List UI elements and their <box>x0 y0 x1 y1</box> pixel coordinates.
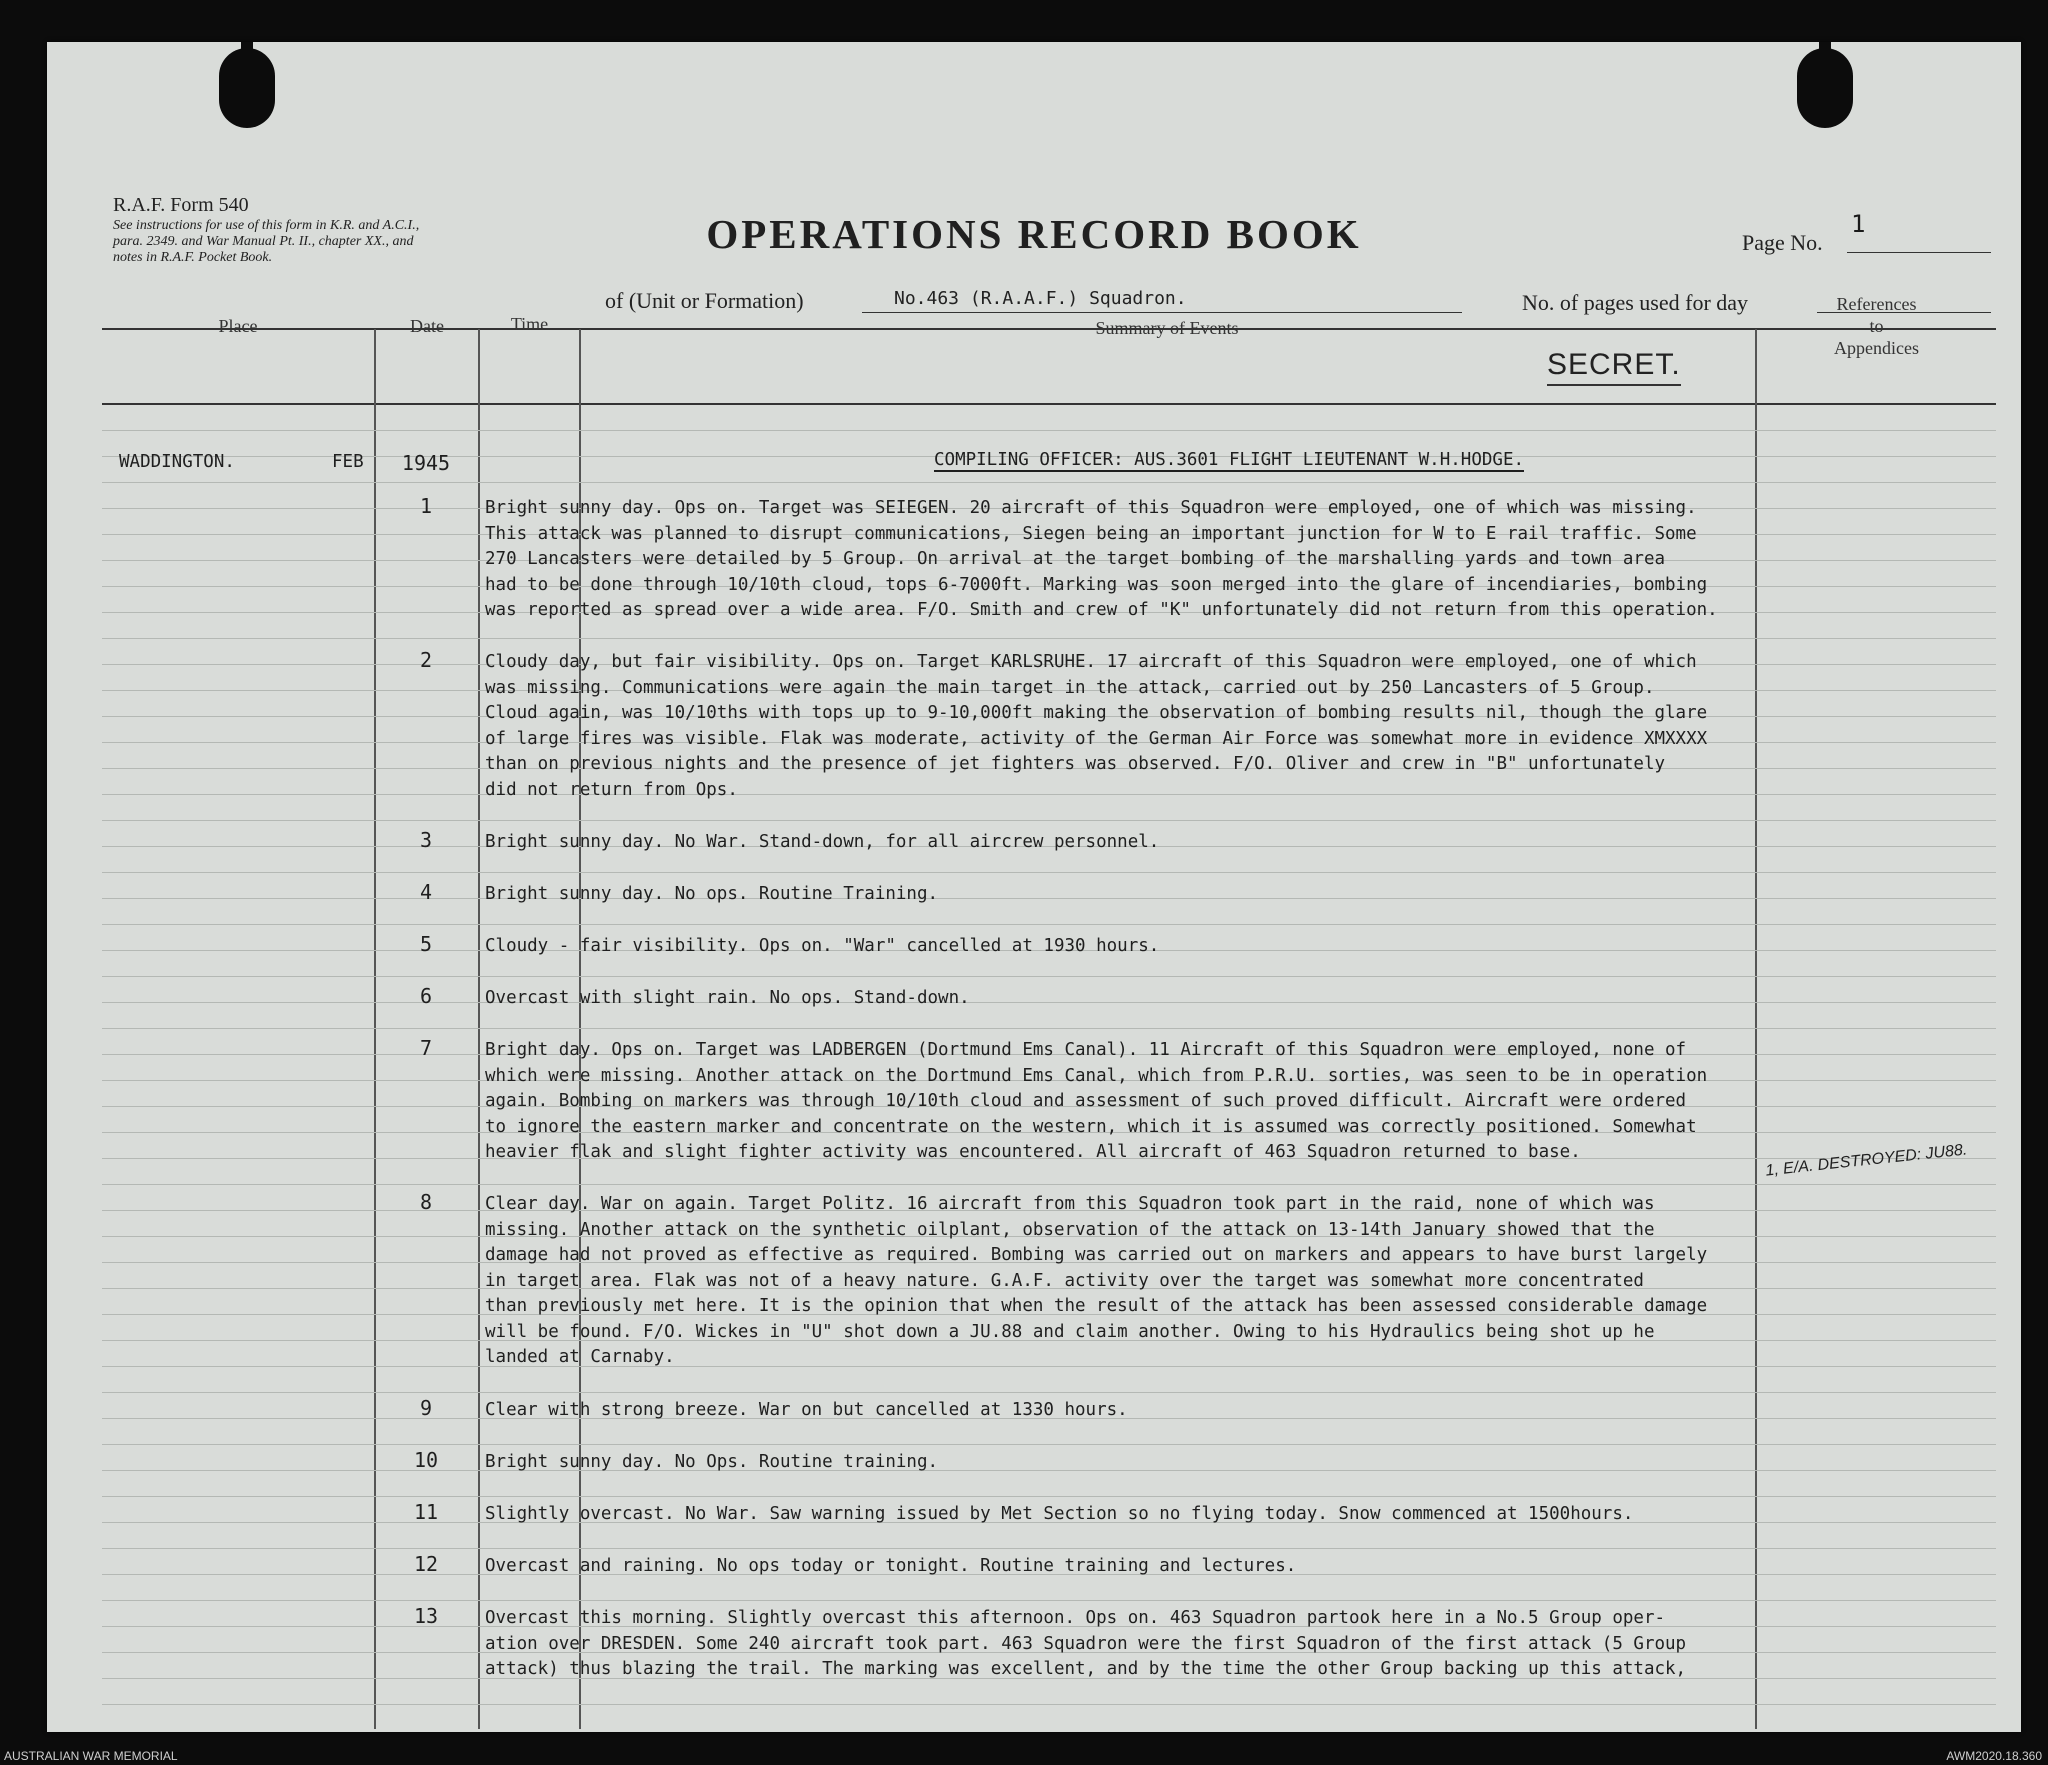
entry-summary-line: This attack was planned to disrupt communications, Siegen being an important junction for W to E rail traffic. Some <box>485 523 1697 544</box>
punch-hole-left <box>219 48 275 128</box>
column-divider-date <box>478 329 480 1729</box>
header-bottom-rule <box>102 403 1996 405</box>
entry-summary-line: Overcast and raining. No ops today or tonight. Routine training and lectures. <box>485 1556 1297 1576</box>
entry-summary-line: in target area. Flak was not of a heavy nature. G.A.F. activity over the target was somewhat more concentrated <box>485 1270 1644 1291</box>
ruled-line <box>102 430 1996 431</box>
entry-date: 5 <box>419 932 433 956</box>
header-references-1: References <box>1836 294 1917 314</box>
entry-summary-line: than previously met here. It is the opinion that when the result of the attack has been assessed considerable damage <box>485 1296 1708 1316</box>
entry-summary-line: which were missing. Another attack on the Dortmund Ems Canal, which from P.R.U. sorties, was seen to be in operation <box>485 1065 1708 1086</box>
entry-summary-line: to ignore the eastern marker and concentrate on the western, which it is assumed was correctly positioned. Somewhat <box>485 1116 1697 1137</box>
header-references-2: to <box>1869 316 1884 336</box>
footer-right: AWM2020.18.360 <box>1946 1749 2042 1763</box>
entry-summary-line: landed at Carnaby. <box>485 1347 675 1367</box>
form-instructions: See instructions for use of this form in K.R. and A.C.I., para. 2349. and War Manual Pt. II., chapter XX., and notes in R.A.F. Pocket Book. <box>113 218 420 265</box>
year-value: 1945 <box>401 451 451 475</box>
unit-value: No.463 (R.A.A.F.) Squadron. <box>894 288 1187 309</box>
entry-summary-line: Clear with strong breeze. War on but cancelled at 1330 hours. <box>485 1400 1128 1420</box>
place-value: WADDINGTON. <box>119 452 235 472</box>
entry-summary-line: was missing. Communications were again the main target in the attack, carried out by 250 Lancasters of 5 Group. <box>485 677 1655 698</box>
entry-date: 10 <box>413 1448 439 1472</box>
page-title: OPERATIONS RECORD BOOK <box>706 211 1362 257</box>
ruled-line <box>102 976 1996 977</box>
entry-date: 13 <box>413 1604 439 1628</box>
entry-summary-line: will be found. F/O. Wickes in "U" shot down a JU.88 and claim another. Owing to his Hydraulics being shot up he <box>485 1321 1655 1342</box>
pages-used-label: No. of pages used for day <box>1522 290 1749 315</box>
entry-summary-line: Bright sunny day. No Ops. Routine training. <box>485 1452 939 1472</box>
page-number-label: Page No. <box>1742 230 1823 255</box>
handwritten-annotation: 1, E/A. DESTROYED: JU88. <box>1764 1141 1969 1180</box>
entry-summary-line: Bright sunny day. No ops. Routine Training. <box>485 884 939 904</box>
unit-line <box>862 312 1462 313</box>
entry-date: 9 <box>419 1396 433 1420</box>
entry-summary-line: was reported as spread over a wide area. F/O. Smith and crew of "K" unfortunately did not return from this operation. <box>485 600 1718 620</box>
entry-summary-line: ation over DRESDEN. Some 240 aircraft took part. 463 Squadron were the first Squadron of the first attack (5 Group <box>485 1633 1687 1654</box>
ruled-line <box>102 1366 1996 1367</box>
page-number-line <box>1847 252 1991 253</box>
ruled-line <box>102 638 1996 639</box>
entry-summary-line: again. Bombing on markers was through 10/10th cloud and assessment of such proved difficult. Aircraft were ordered <box>485 1091 1687 1111</box>
entry-summary-line: missing. Another attack on the synthetic oilplant, observation of the attack on 13-14th January showed that the <box>485 1219 1655 1240</box>
entry-date: 8 <box>419 1190 433 1214</box>
entry-summary-line: attack) thus blazing the trail. The marking was excellent, and by the time the other Group backing up this attack, <box>485 1659 1687 1679</box>
record-sheet <box>47 42 2021 1732</box>
ruled-line <box>102 872 1996 873</box>
ruled-line <box>102 1704 1996 1705</box>
entry-summary-line: of large fires was visible. Flak was moderate, activity of the German Air Force was somewhat more in evidence XMXXXX <box>485 728 1708 749</box>
entry-summary-line: heavier flak and slight fighter activity was encountered. All aircraft of 463 Squadron returned to base. <box>485 1142 1581 1162</box>
entry-summary-line: Cloud again, was 10/10ths with tops up to 9-10,000ft making the observation of bombing results nil, though the glare <box>485 703 1708 723</box>
ruled-line <box>102 1028 1996 1029</box>
ruled-line <box>102 1444 1996 1445</box>
unit-label: of (Unit or Formation) <box>605 288 804 313</box>
entry-date: 2 <box>419 648 433 672</box>
entry-summary-line: did not return from Ops. <box>485 779 738 800</box>
punch-hole-right <box>1797 48 1853 128</box>
ruled-line <box>102 1184 1996 1185</box>
ruled-line <box>102 794 1996 795</box>
header-time: Time <box>510 314 549 334</box>
ruled-line <box>102 1392 1996 1393</box>
entry-summary-line: Slightly overcast. No War. Saw warning issued by Met Section so no flying today. Snow commenced at 1500hours. <box>485 1504 1634 1524</box>
entry-date: 1 <box>419 494 433 518</box>
ruled-line <box>102 820 1996 821</box>
compiling-officer: COMPILING OFFICER: AUS.3601 FLIGHT LIEUTENANT W.H.HODGE. <box>934 450 1525 470</box>
entry-summary-line: Clear day. War on again. Target Politz. 16 aircraft from this Squadron took part in the raid, none of which was <box>485 1194 1655 1214</box>
entry-summary-line: Bright day. Ops on. Target was LADBERGEN (Dortmund Ems Canal). 11 Aircraft of this Squadron were employed, none of <box>485 1040 1687 1060</box>
entry-summary-line: damage had not proved as effective as required. Bombing was carried out on markers and appears to have burst largely <box>485 1245 1708 1265</box>
entry-date: 7 <box>419 1036 433 1060</box>
entry-date: 3 <box>419 828 433 852</box>
ruled-line <box>102 924 1996 925</box>
ruled-line <box>102 1548 1996 1549</box>
footer-left: AUSTRALIAN WAR MEMORIAL <box>4 1749 178 1763</box>
header-summary: Summary of Events <box>1095 318 1239 338</box>
entry-summary-line: Bright sunny day. Ops on. Target was SEIEGEN. 20 aircraft of this Squadron were employed, one of which was missing. <box>485 498 1697 518</box>
entry-summary-line: had to be done through 10/10th cloud, tops 6-7000ft. Marking was soon merged into the glare of incendiaries, bombing <box>485 574 1708 595</box>
column-divider-summary <box>1755 329 1757 1729</box>
entry-summary-line: Cloudy - fair visibility. Ops on. "War" cancelled at 1930 hours. <box>485 936 1160 956</box>
ruled-line <box>102 1496 1996 1497</box>
entry-date: 11 <box>413 1500 439 1524</box>
ruled-line <box>102 482 1996 483</box>
header-date: Date <box>410 316 444 336</box>
header-references-3: Appendices <box>1834 338 1919 358</box>
entry-summary-line: Cloudy day, but fair visibility. Ops on. Target KARLSRUHE. 17 aircraft of this Squadron were employed, one of which <box>485 652 1697 672</box>
form-number: R.A.F. Form 540 <box>113 194 249 216</box>
entry-date: 6 <box>419 984 433 1008</box>
page-number-value: 1 <box>1851 210 1866 238</box>
entry-summary-line: than on previous nights and the presence of jet fighters was observed. F/O. Oliver and crew in "B" unfortunately <box>485 754 1666 774</box>
entry-date: 4 <box>419 880 433 904</box>
header-place: Place <box>218 316 258 336</box>
entry-date: 12 <box>413 1552 439 1576</box>
ruled-line <box>102 1600 1996 1601</box>
entry-summary-line: 270 Lancasters were detailed by 5 Group. On arrival at the target bombing of the marshalling yards and town area <box>485 549 1666 569</box>
secret-stamp: SECRET. <box>1547 348 1681 386</box>
entry-summary-line: Bright sunny day. No War. Stand-down, for all aircrew personnel. <box>485 832 1160 852</box>
entry-summary-line: Overcast with slight rain. No ops. Stand-down. <box>485 988 970 1008</box>
month-value: FEB <box>332 452 364 472</box>
entry-summary-line: Overcast this morning. Slightly overcast this afternoon. Ops on. 463 Squadron partook here in a No.5 Group oper- <box>485 1608 1666 1628</box>
